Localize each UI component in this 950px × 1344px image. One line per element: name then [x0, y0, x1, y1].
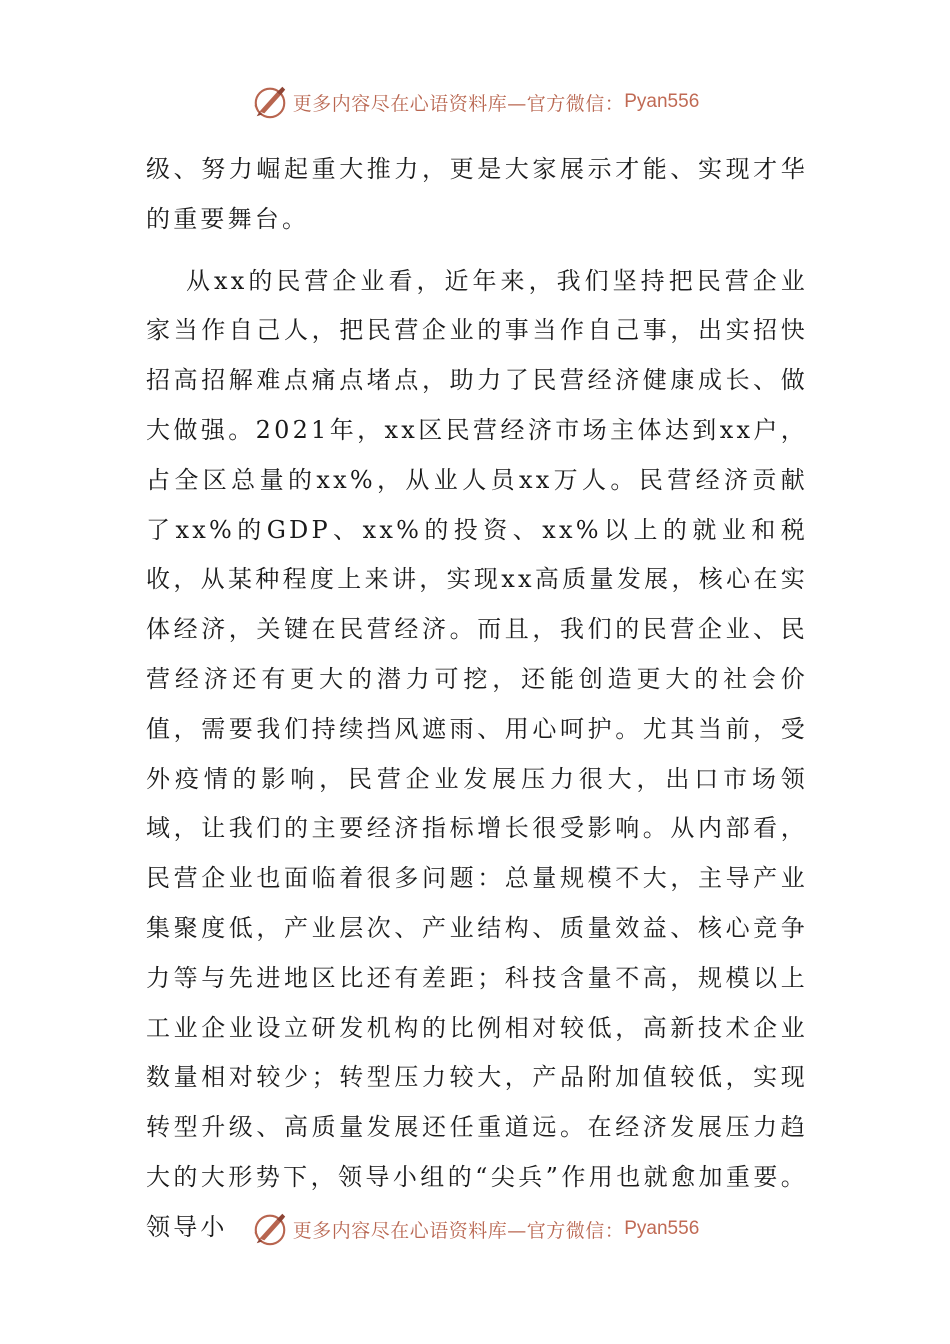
footer-watermark	[0, 1209, 950, 1249]
watermark-account: Pyan556	[624, 1218, 700, 1239]
pen-nib-logo-icon	[251, 1210, 289, 1248]
paragraph-private-economy: 从xx的民营企业看，近年来，我们坚持把民营企业家当作自己人，把民营企业的事当作自己事，出实招快招高招解难点痛点堵点，助力了民营经济健康成长、做大做强。2021年，xx区民营经济市场主体达到xx户，占全区总量的xx%，从业人员xx万人。民营经济贡献了xx%的GDP、xx%的投资、xx%以上的就业和税收，从某种程度上来讲，实现xx高质量发展，核心在实体经济，关键在民营经济。而且，我们的民营企业、民营经济还有更大的潜力可挖，还能创造更大的社会价值，需要我们持续挡风遮雨、用心呵护。尤其当前，受外疫情的影响，民营企业发展压力很大，出口市场领域，让我们的主要经济指标增长很受影响。从内部看，民营企业也面临着很多问题：总量规模不大，主导产业集聚度低，产业层次、产业结构、质量效益、核心竞争力等与先进地区比还有差距；科技含量不高，规模以上工业企业设立研发机构的比例相对较低，高新技术企业数量相对较少；转型压力较大，产品附加值较低，实现转型升级、高质量发展还任重道远。在经济发展压力趋大的大形势下，领导小组的“尖兵”作用也就愈加重要。领导小	[146, 266, 808, 1241]
pen-nib-logo-icon	[251, 83, 289, 121]
paragraph-continuation: 级、努力崛起重大推力，更是大家展示才能、实现才华的重要舞台。	[146, 155, 808, 233]
watermark-account: Pyan556	[624, 91, 700, 112]
watermark-text: 更多内容尽在心语资料库—官方微信：	[292, 92, 625, 115]
watermark-text: 更多内容尽在心语资料库—官方微信：	[292, 1219, 625, 1242]
document-body	[146, 145, 808, 1253]
header-watermark	[0, 82, 950, 122]
